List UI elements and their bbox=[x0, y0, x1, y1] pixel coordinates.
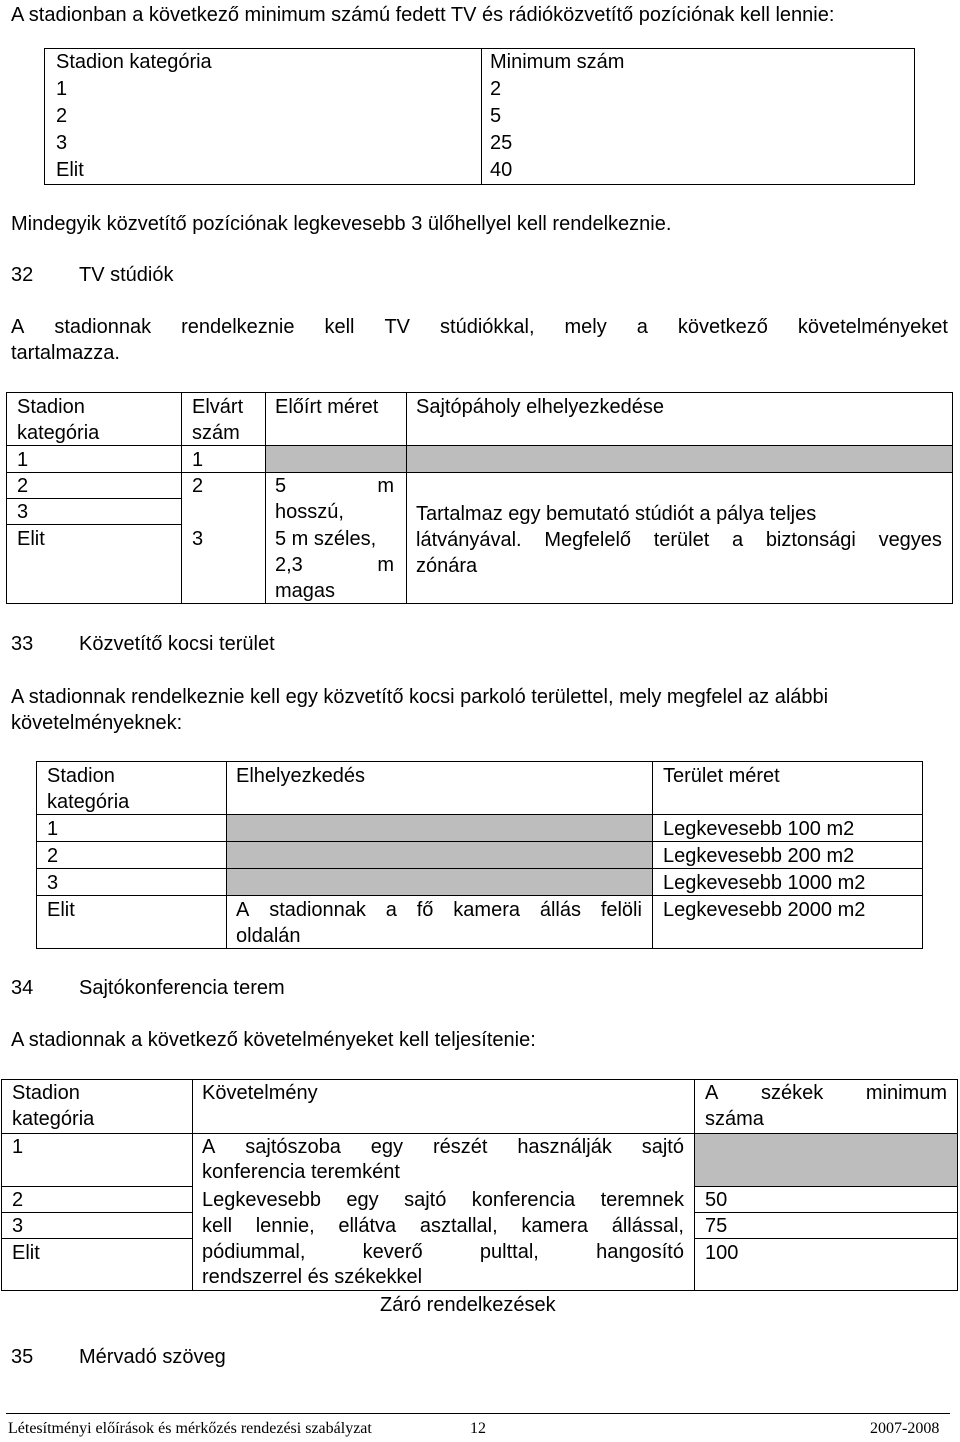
table-cell-requirement: A sajtószoba egy részét használják sajtó bbox=[202, 1136, 684, 1158]
table-cell-location: zónára bbox=[416, 555, 478, 577]
table-cell-category: Elit bbox=[12, 1242, 40, 1264]
table-cell-seats: 75 bbox=[705, 1215, 728, 1237]
table-cell-requirement: Legkevesebb egy sajtó konferencia teremnek bbox=[202, 1189, 684, 1211]
footer-season: 2007-2008 bbox=[870, 1420, 940, 1437]
table-cell-seats: 50 bbox=[705, 1189, 728, 1211]
table-header-category: Stadion bbox=[47, 765, 115, 787]
footer-document-title: Létesítményi előírások és mérkőzés rendezési szabályzat bbox=[8, 1420, 372, 1437]
table-header-category: Stadion kategória bbox=[56, 51, 212, 73]
table-cell-seats: 100 bbox=[705, 1242, 739, 1264]
section-title: TV stúdiók bbox=[79, 264, 174, 286]
table-cell-category: 3 bbox=[12, 1215, 24, 1237]
table-cell-requirement: pódiummal, keverő pulttal, hangosító bbox=[202, 1241, 684, 1263]
table-header-min-seats: A székek minimum bbox=[705, 1082, 947, 1104]
intro-text: A stadionban a következő minimum számú fedett TV és rádióközvetítő pozíciónak kell lennie: bbox=[11, 4, 835, 26]
table-header-area-size: Terület méret bbox=[663, 765, 780, 787]
table-cell-number: 1 bbox=[192, 449, 204, 471]
table-cell-area-size: Legkevesebb 2000 m2 bbox=[663, 899, 866, 921]
table-header-press-box-location: Sajtópáholy elhelyezkedése bbox=[416, 396, 664, 418]
table-cell-area-size: Legkevesebb 200 m2 bbox=[663, 845, 855, 867]
section-number: 32 bbox=[11, 264, 34, 286]
section-number: 34 bbox=[11, 977, 34, 999]
section-paragraph-line: A stadionnak rendelkeznie kell egy közvetítő kocsi parkoló területtel, mely megfelel az alábbi bbox=[11, 686, 829, 708]
table-cell-category: 2 bbox=[17, 475, 29, 497]
table-cell-category: 1 bbox=[12, 1136, 24, 1158]
table-cell-category: 3 bbox=[17, 501, 29, 523]
table-cell-size: hosszú, bbox=[275, 501, 344, 523]
table-header-category: kategória bbox=[12, 1108, 95, 1130]
table-cell-requirement: rendszerrel és székekkel bbox=[202, 1266, 423, 1288]
table-cell-size: magas bbox=[275, 580, 336, 602]
table-cell-category: 3 bbox=[47, 872, 59, 894]
table-cell-category: 1 bbox=[17, 449, 29, 471]
table-header-expected-number: szám bbox=[192, 422, 240, 444]
table-cell-category: 3 bbox=[56, 132, 68, 154]
table-cell-category: 1 bbox=[47, 818, 59, 840]
table-header-category: Stadion bbox=[17, 396, 85, 418]
table-cell-size: 2,3 m bbox=[275, 554, 394, 576]
table-header-minimum: Minimum szám bbox=[490, 51, 625, 73]
section-paragraph: A stadionnak a következő követelményeket kell teljesítenie: bbox=[11, 1029, 536, 1051]
table-cell-location: Tartalmaz egy bemutató stúdiót a pálya teljes bbox=[416, 503, 817, 525]
table-cell-number: 3 bbox=[192, 528, 204, 550]
table-header-expected-number: Elvárt bbox=[192, 396, 244, 418]
table-cell-minimum: 25 bbox=[490, 132, 513, 154]
table-cell-minimum: 40 bbox=[490, 159, 513, 181]
table-header-requirement: Követelmény bbox=[202, 1082, 318, 1104]
table-cell-area-size: Legkevesebb 100 m2 bbox=[663, 818, 855, 840]
table-cell-minimum: 5 bbox=[490, 105, 502, 127]
table-header-required-size: Előírt méret bbox=[275, 396, 379, 418]
table-cell-location: látványával. Megfelelő terület a biztonsági vegyes bbox=[416, 529, 942, 551]
table-cell-category: Elit bbox=[47, 899, 75, 921]
table-cell-category: 2 bbox=[56, 105, 68, 127]
table-header-min-seats: száma bbox=[705, 1108, 764, 1130]
section-title: Sajtókonferencia terem bbox=[79, 977, 285, 999]
table-cell-category: Elit bbox=[56, 159, 84, 181]
table-header-location: Elhelyezkedés bbox=[236, 765, 365, 787]
closing-heading: Záró rendelkezések bbox=[380, 1294, 556, 1316]
table-cell-area-size: Legkevesebb 1000 m2 bbox=[663, 872, 866, 894]
table-cell-number: 2 bbox=[192, 475, 204, 497]
section-number: 35 bbox=[11, 1346, 34, 1368]
section-paragraph-line: tartalmazza. bbox=[11, 342, 120, 364]
section-paragraph-line: A stadionnak rendelkeznie kell TV stúdiókkal, mely a következő követelményeket bbox=[11, 316, 948, 338]
table-cell-location: oldalán bbox=[236, 925, 301, 947]
table-cell-category: 2 bbox=[47, 845, 59, 867]
table-cell-category: 2 bbox=[12, 1189, 24, 1211]
table-cell-minimum: 2 bbox=[490, 78, 502, 100]
section-title: Közvetítő kocsi terület bbox=[79, 633, 275, 655]
section-title: Mérvadó szöveg bbox=[79, 1346, 226, 1368]
table-cell-size: 5 m bbox=[275, 475, 394, 497]
table-cell-location: A stadionnak a fő kamera állás felöli bbox=[236, 899, 642, 921]
table-cell-category: Elit bbox=[17, 528, 45, 550]
table-cell-requirement: kell lennie, ellátva asztallal, kamera állással, bbox=[202, 1215, 684, 1237]
table-header-category: kategória bbox=[47, 791, 130, 813]
section-number: 33 bbox=[11, 633, 34, 655]
table-cell-requirement: konferencia teremként bbox=[202, 1161, 400, 1183]
table-header-category: kategória bbox=[17, 422, 100, 444]
section-paragraph-line: követelményeknek: bbox=[11, 712, 183, 734]
footer-page-number: 12 bbox=[470, 1420, 486, 1437]
table-cell-category: 1 bbox=[56, 78, 68, 100]
table-cell-size: 5 m széles, bbox=[275, 528, 377, 550]
seating-requirement-text: Mindegyik közvetítő pozíciónak legkevesebb 3 ülőhellyel kell rendelkeznie. bbox=[11, 213, 672, 235]
footer-divider bbox=[6, 1413, 950, 1414]
table-header-category: Stadion bbox=[12, 1082, 80, 1104]
